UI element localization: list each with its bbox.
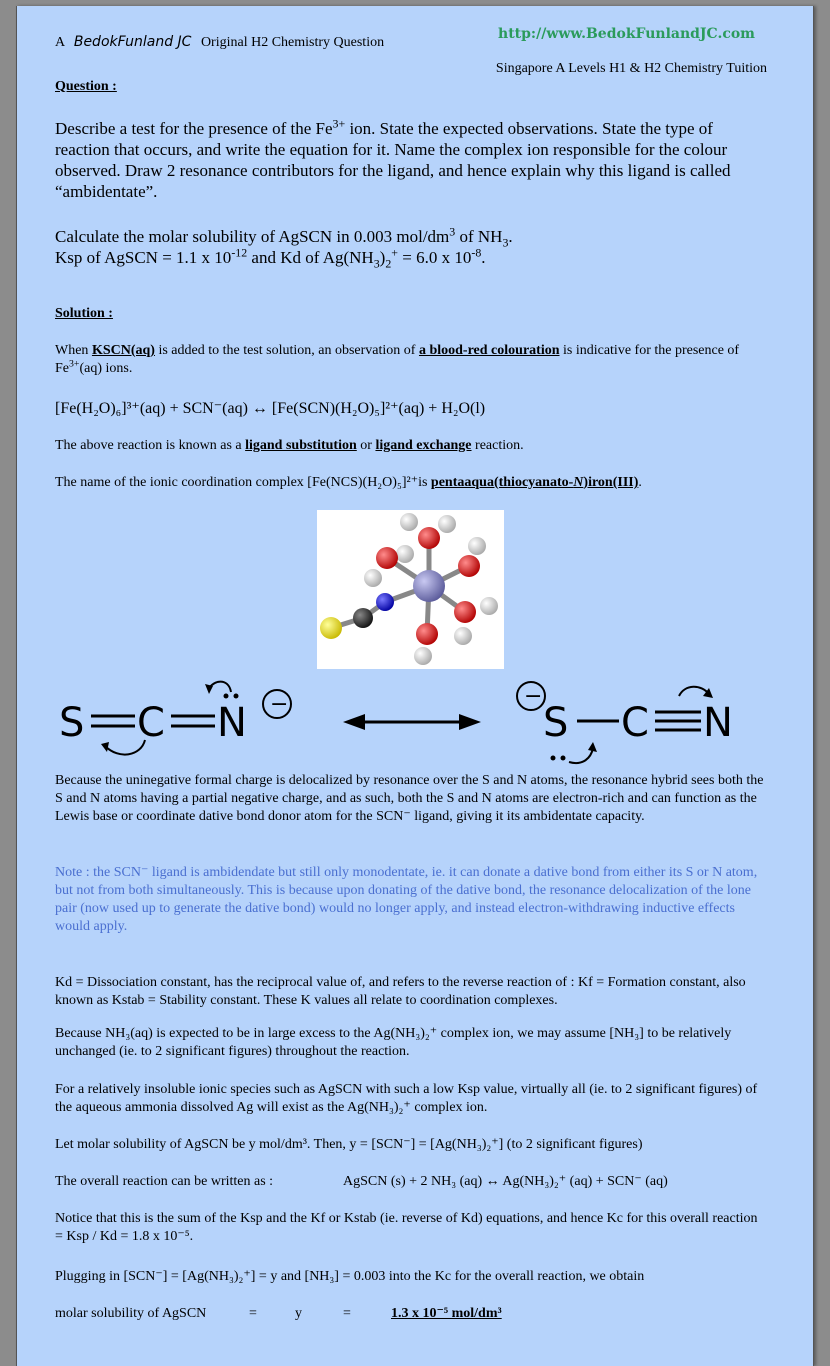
header-prefix: A xyxy=(55,35,65,50)
insoluble-paragraph: For a relatively insoluble ionic species such as AgSCN with such a low Ksp value, virtually all (ie. to 2 significant figures) of the aqueous ammonia dissolved Ag will exist as the Ag(NH₃)₂⁺ complex ion. xyxy=(55,1082,758,1115)
left-n-atom: N xyxy=(217,700,247,746)
logo: BedokFunland JC xyxy=(73,34,192,50)
plug-paragraph: Plugging in [SCN⁻] = [Ag(NH₃)₂⁺] = y and [NH₃] = 0.003 into the Kc for the overall reaction, we obtain xyxy=(55,1269,645,1284)
let-paragraph: Let molar solubility of AgSCN be y mol/dm³. Then, y = [SCN⁻] = [Ag(NH₃)₂⁺] (to 2 significant figures) xyxy=(55,1137,643,1152)
left-lone-pair-dot-1 xyxy=(224,694,229,699)
question-title: Question : xyxy=(55,79,117,94)
question-paragraph-1: Describe a test for the presence of the $Fe^{3+}$ ion. State the expected observations. State the type of reaction that occurs, and write the equation for it. Name the complex ion responsible for the colour observed. Draw 2 resonance contributors for the ligand, and hence explain why this ligand is called “ambidentate”. xyxy=(55,116,731,201)
final-equals-1: = xyxy=(249,1306,257,1321)
final-answer: 1.3 x 10⁻⁵ mol/dm³ xyxy=(391,1306,502,1321)
solution-paragraph-1: When KSCN(aq) is added to the test solution, an observation of a blood-red colouration is indicative for the presence of $Fe^{3+}(aq)$ ions. xyxy=(55,343,740,376)
solution-paragraph-2: The above reaction is known as a ligand substitution or ligand exchange reaction. xyxy=(55,438,524,453)
equation-1: [Fe(H₂O)₆]³⁺(aq) + SCN⁻(aq) ↔ [Fe(SCN)(H₂O)₅]²⁺(aq) + H₂O(l) xyxy=(55,400,486,417)
final-y: y xyxy=(295,1306,302,1321)
left-s-atom: S xyxy=(59,700,85,746)
final-label: molar solubility of AgSCN xyxy=(55,1306,207,1321)
header-left xyxy=(55,34,384,51)
left-charge-sign: − xyxy=(270,692,289,717)
kd-paragraph: Kd = Dissociation constant, has the reciprocal value of, and refers to the reverse reaction of : Kf = Formation constant, also known as Kstab = Stability constant. These K values all relate to coordination complexes. xyxy=(55,975,746,1008)
overall-reaction-label: The overall reaction can be written as : xyxy=(55,1174,274,1189)
resonance-structures xyxy=(53,674,753,774)
solution-title: Solution : xyxy=(55,306,113,321)
left-c-atom: C xyxy=(137,700,165,746)
molecule-3d-graphic xyxy=(317,510,504,669)
header-suffix: Original H2 Chemistry Question xyxy=(200,35,385,50)
left-arrowhead-bottom xyxy=(101,742,109,752)
solution-paragraph-3: The name of the ionic coordination complex [Fe(NCS)(H₂O)₅]²⁺is pentaaqua(thiocyanato-N)iron(III). xyxy=(55,475,642,490)
resonance-paragraph: Because the uninegative formal charge is delocalized by resonance over the S and N atoms, the resonance hybrid sees both the S and N atoms having a partial negative charge, and as such, both the S and N atoms are electron-rich and can function as the Lewis base or coordinate dative bond donor atom for the SCN⁻ ligand, giving it its ambidentate capacity. xyxy=(55,773,764,824)
right-charge-sign: − xyxy=(524,684,543,709)
right-lone-pair-dot-2 xyxy=(561,756,566,761)
resonance-arrow-head-left xyxy=(343,714,365,730)
left-lone-pair-dot-2 xyxy=(234,694,239,699)
document-page xyxy=(16,6,814,1366)
question-paragraph-2: Calculate the molar solubility of AgSCN in 0.003 mol/$dm^3$ of $NH_3$. Ksp of AgSCN = 1.1 x $10^{-12}$ and Kd of $Ag(NH_3)_2^+ = 6.0$ x $10^{-8}$. xyxy=(55,224,513,271)
resonance-arrow-head-right xyxy=(459,714,481,730)
molecule-3d-image xyxy=(317,510,504,669)
note-paragraph: Note : the SCN⁻ ligand is ambidendate but still only monodentate, ie. it can donate a dative bond from either its S or N atom, but not from both simultaneously. This is because upon donating of the dative bond, the resonance delocalization of the lone pair (now used up to generate the dative bond) would no longer apply, and instead electron-withdrawing inductive effects would apply. xyxy=(55,865,758,934)
nh3-paragraph: Because NH₃(aq) is expected to be in large excess to the Ag(NH₃)₂⁺ complex ion, we may assume [NH₃] to be relatively unchanged (ie. to 2 significant figures) throughout the reaction. xyxy=(55,1026,732,1059)
overall-reaction-equation: AgSCN (s) + 2 NH₃ (aq) ↔ Ag(NH₃)₂⁺ (aq) + SCN⁻ (aq) xyxy=(343,1174,668,1189)
header-subtitle: Singapore A Levels H1 & H2 Chemistry Tuition xyxy=(495,61,767,76)
resonance-diagram xyxy=(53,674,753,774)
right-s-atom: S xyxy=(543,700,569,746)
right-arrowhead-bottom xyxy=(588,742,597,752)
notice-paragraph: Notice that this is the sum of the Ksp and the Kf or Kstab (ie. reverse of Kd) equations, and hence Kc for this overall reaction = Ksp / Kd = 1.8 x 10⁻⁵. xyxy=(55,1211,758,1244)
header-url[interactable]: http://www.BedokFunlandJC.com xyxy=(498,26,755,42)
right-lone-pair-dot-1 xyxy=(551,756,556,761)
right-n-atom: N xyxy=(703,700,733,746)
right-c-atom: C xyxy=(621,700,649,746)
final-equals-2: = xyxy=(343,1306,351,1321)
